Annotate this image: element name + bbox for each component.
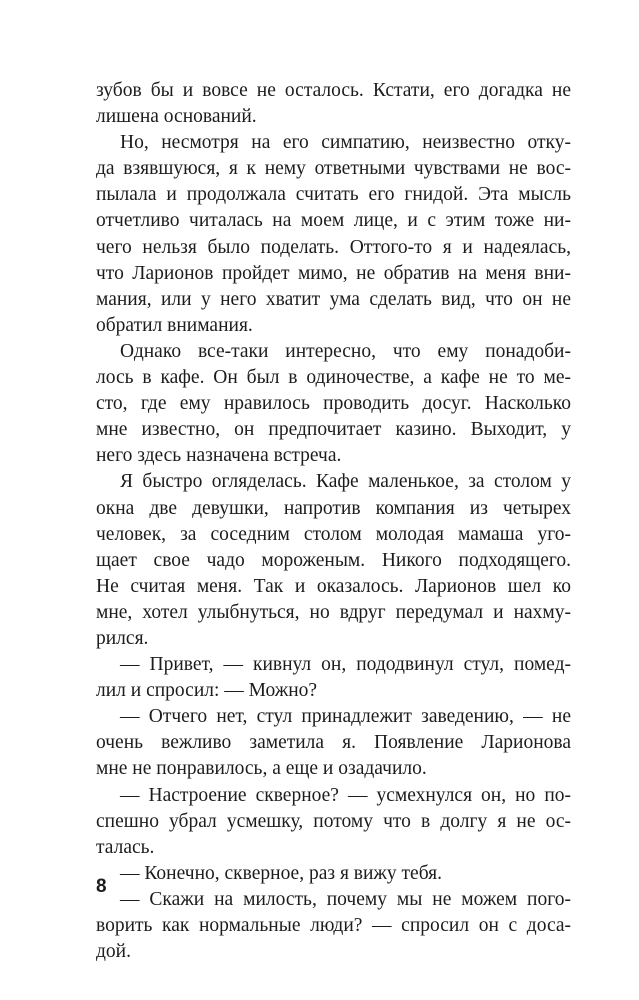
text-line: мне, хотел улыбнуться, но вдруг передумал и нахму- [96, 601, 571, 623]
text-line: лось в кафе. Он был в одиночестве, а кафе не то ме- [96, 367, 571, 389]
text-line: чего нельзя было поделать. Оттого-то я и надеялась, [96, 236, 571, 258]
page-text-block [96, 78, 571, 965]
text-line: мне известно, он предпочитает казино. Выходит, у [96, 419, 571, 441]
page-number: 8 [96, 876, 107, 897]
text-line: зубов бы и вовсе не осталось. Кстати, его догадка не [96, 80, 571, 101]
text-line: что Ларионов пройдет мимо, не обратив на меня вни- [96, 262, 571, 284]
text-line: рился. [96, 627, 149, 649]
text-line: мне не понравилось, а еще и озадачило. [96, 758, 427, 780]
text-line: да взявшуюся, я к нему ответными чувствами не вос- [96, 158, 571, 180]
text-line: сто, где ему нравилось проводить досуг. Насколько [96, 393, 571, 415]
text-line: отчетливо читалась на моем лице, и с этим тоже ни- [96, 210, 571, 232]
text-line: очень вежливо заметила я. Появление Ларионова [96, 732, 571, 754]
text-line: дой. [96, 941, 131, 963]
text-line: спешно убрал усмешку, потому что в долгу я не ос- [96, 810, 571, 832]
text-line: ворить как нормальные люди? — спросил он с доса- [96, 915, 571, 936]
text-line: щает свое чадо мороженым. Никого подходящего. [96, 549, 571, 571]
text-line: человек, за соседним столом молодая мамаша уго- [96, 523, 571, 545]
text-line: талась. [96, 836, 155, 858]
text-line: Я быстро огляделась. Кафе маленькое, за столом у [120, 471, 571, 493]
text-line: Но, несмотря на его симпатию, неизвестно отку- [120, 132, 571, 154]
text-line: пылала и продолжала считать его гнидой. Эта мысль [96, 184, 571, 206]
text-line: — Конечно, скверное, раз я вижу тебя. [120, 862, 442, 884]
text-line: мания, или у него хватит ума сделать вид, что он не [96, 288, 571, 310]
text-line: лишена оснований. [96, 106, 257, 128]
text-line: лил и спросил: — Можно? [96, 680, 318, 702]
text-line: — Привет, — кивнул он, пододвинул стул, помед- [120, 654, 571, 676]
text-line: Однако все-таки интересно, что ему понадоби- [120, 340, 571, 362]
text-line: — Скажи на милость, почему мы не можем пого- [120, 888, 571, 910]
text-line: — Отчего нет, стул принадлежит заведению, — не [120, 706, 571, 728]
text-line: него здесь назначена встреча. [96, 445, 342, 467]
text-line: — Настроение скверное? — усмехнулся он, но по- [120, 784, 571, 806]
text-line: обратил внимания. [96, 314, 253, 336]
text-line: Не считая меня. Так и оказалось. Ларионов шел ко [96, 575, 571, 597]
text-line: окна две девушки, напротив компания из четырех [96, 497, 571, 519]
